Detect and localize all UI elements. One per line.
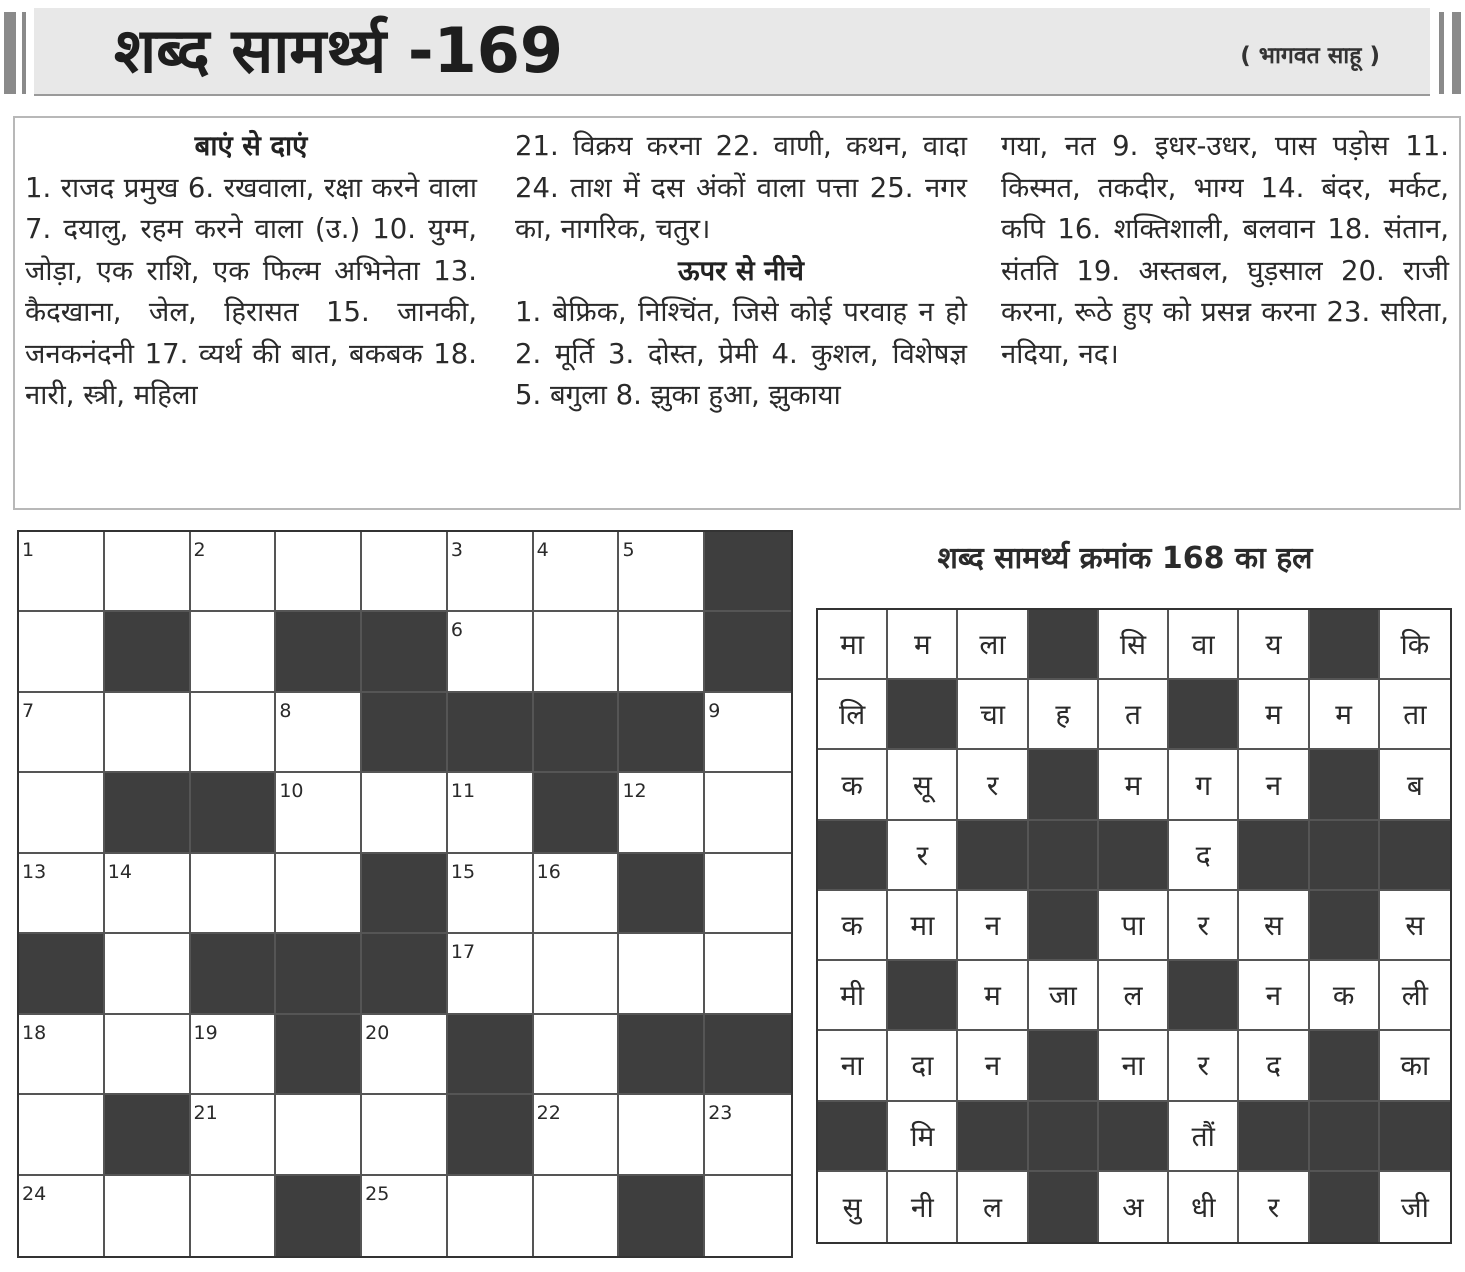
solution-black-square [888,680,958,750]
grid-cell[interactable] [362,773,448,853]
grid-cell[interactable] [105,854,191,934]
solution-black-square [1029,1172,1099,1242]
down-clues-part-2: गया, नत 9. इधर-उधर, पास पड़ोस 11. किस्मत, तकदीर, भाग्य 14. बंदर, मर्कट, कपि 16. शक्तिशाली, बलवान 18. संतान, संतति 19. अस्तबल, घुड़साल 20. राजी करना, रूठे हुए को प्रसन्न करना 23. सरिता, नदिया, नद। [1001,130,1449,370]
black-square [534,693,620,773]
solution-cell: न [1239,750,1309,820]
solution-cell: जा [1029,961,1099,1031]
clue-number: 13 [22,860,47,883]
clue-number: 4 [536,539,549,561]
clue-number: 10 [279,780,304,803]
grid-cell[interactable] [191,1176,277,1256]
black-square [362,934,448,1014]
grid-cell[interactable] [276,693,362,773]
grid-cell[interactable] [705,1095,791,1175]
grid-cell[interactable] [276,773,362,853]
solution-cell: न [958,891,1028,961]
solution-black-square [1310,821,1380,891]
grid-cell[interactable] [448,773,534,853]
solution-cell: कि [1380,610,1450,680]
solution-cell: ह [1029,680,1099,750]
grid-cell[interactable] [19,1095,105,1175]
grid-cell[interactable] [705,934,791,1014]
clue-number: 1 [22,539,35,561]
clue-number: 19 [193,1021,218,1044]
grid-cell[interactable] [19,532,105,612]
clue-number: 7 [22,699,35,722]
solution-cell: न [958,1031,1028,1101]
grid-cell[interactable] [534,854,620,934]
clue-number: 2 [193,539,206,561]
solution-cell: स [1239,891,1309,961]
solution-cell: क [818,750,888,820]
grid-cell[interactable] [362,1176,448,1256]
grid-cell[interactable] [105,532,191,612]
black-square [705,532,791,612]
solution-cell: क [1310,961,1380,1031]
solution-black-square [1029,891,1099,961]
solution-black-square [1380,1102,1450,1172]
black-square [105,773,191,853]
solution-black-square [1380,821,1450,891]
solution-black-square [1239,821,1309,891]
grid-cell[interactable] [105,934,191,1014]
black-square [705,612,791,692]
grid-cell[interactable] [276,1095,362,1175]
solution-black-square [1099,1102,1169,1172]
solution-cell: म [1099,750,1169,820]
black-square [19,934,105,1014]
author-credit: ( भागवत साहू ) [1240,43,1380,69]
black-square [619,1176,705,1256]
grid-cell[interactable] [191,532,277,612]
grid-cell[interactable] [191,612,277,692]
solution-cell: ना [1099,1031,1169,1101]
black-square [105,612,191,692]
grid-cell[interactable] [705,1176,791,1256]
black-square [191,934,277,1014]
solution-cell: मा [818,610,888,680]
across-heading: बाएं से दाएं [194,130,308,162]
grid-cell[interactable] [534,532,620,612]
solution-cell: ला [958,610,1028,680]
grid-cell[interactable] [619,1095,705,1175]
solution-black-square [1029,1031,1099,1101]
black-square [276,1015,362,1095]
grid-cell[interactable] [448,1176,534,1256]
solution-black-square [1169,961,1239,1031]
solution-black-square [888,961,958,1031]
solution-cell: ब [1380,750,1450,820]
solution-black-square [958,1102,1028,1172]
solution-cell: ग [1169,750,1239,820]
clue-number: 12 [622,780,647,803]
solution-black-square [1169,680,1239,750]
solution-cell: ल [1099,961,1169,1031]
header-left-bar-thin [22,12,26,94]
solution-cell: य [1239,610,1309,680]
clues-column-3 [1001,126,1449,375]
clue-number: 3 [450,539,463,561]
black-square [619,693,705,773]
clue-number: 14 [107,860,132,883]
solution-cell: र [958,750,1028,820]
solution-cell: जी [1380,1172,1450,1242]
solution-black-square [1310,1172,1380,1242]
solution-cell: सु [818,1172,888,1242]
clue-number: 21 [193,1102,218,1125]
black-square [534,773,620,853]
solution-title: शब्द सामर्थ्य क्रमांक 168 का हल [937,541,1313,576]
clue-number: 22 [536,1102,561,1125]
grid-cell[interactable] [19,854,105,934]
header-banner [34,8,1430,96]
solution-black-square [1310,891,1380,961]
down-heading: ऊपर से नीचे [677,254,805,287]
solution-cell: ली [1380,961,1450,1031]
solution-cell: चा [958,680,1028,750]
grid-cell[interactable] [448,612,534,692]
solution-cell: त [1099,680,1169,750]
clue-number: 17 [450,941,476,964]
header-right-bar [1452,12,1461,94]
black-square [362,612,448,692]
clue-number: 25 [365,1182,390,1205]
clue-number: 20 [365,1021,390,1044]
grid-cell[interactable] [619,532,705,612]
solution-cell: म [1310,680,1380,750]
solution-black-square [1029,821,1099,891]
grid-cell[interactable] [534,1176,620,1256]
clue-number: 11 [450,780,476,803]
solution-cell: स [1380,891,1450,961]
grid-cell[interactable] [534,1095,620,1175]
grid-cell[interactable] [191,1015,277,1095]
solution-black-square [818,821,888,891]
clue-number: 6 [450,619,463,642]
grid-cell[interactable] [534,1015,620,1095]
clue-number: 15 [450,860,476,883]
solution-cell: र [1169,891,1239,961]
grid-cell[interactable] [448,854,534,934]
solution-cell: द [1239,1031,1309,1101]
clue-number: 16 [536,860,561,883]
solution-cell: द [1169,821,1239,891]
solution-cell: म [958,961,1028,1031]
grid-cell[interactable] [276,532,362,612]
solution-black-square [1310,1031,1380,1101]
solution-cell: नी [888,1172,958,1242]
solution-cell: का [1380,1031,1450,1101]
grid-cell[interactable] [534,612,620,692]
black-square [448,693,534,773]
solution-cell: मा [888,891,958,961]
across-clues-part-2: 21. विक्रय करना 22. वाणी, कथन, वादा 24. ताश में दस अंकों वाला पत्ता 25. नगर का, नागरिक, चतुर। [515,130,967,245]
grid-cell[interactable] [705,854,791,934]
solution-black-square [1029,1102,1099,1172]
solution-grid [816,608,1452,1244]
grid-cell[interactable] [191,854,277,934]
grid-cell[interactable] [19,773,105,853]
solution-cell: मी [818,961,888,1031]
black-square [105,1095,191,1175]
crossword-grid [17,530,793,1258]
solution-black-square [1310,1102,1380,1172]
solution-cell: मि [888,1102,958,1172]
header-left-bar [4,12,16,94]
grid-cell[interactable] [105,1015,191,1095]
solution-cell: म [1239,680,1309,750]
solution-black-square [1310,750,1380,820]
black-square [619,1015,705,1095]
grid-cell[interactable] [448,934,534,1014]
solution-black-square [958,821,1028,891]
solution-cell: तौं [1169,1102,1239,1172]
grid-cell[interactable] [19,1176,105,1256]
grid-cell[interactable] [362,532,448,612]
clues-panel [13,116,1461,510]
solution-cell: र [888,821,958,891]
grid-cell[interactable] [19,612,105,692]
clue-number: 23 [708,1102,733,1125]
clue-number: 24 [22,1182,47,1205]
grid-cell[interactable] [191,693,277,773]
grid-cell[interactable] [705,773,791,853]
puzzle-title: शब्द सामर्थ्य -169 [114,14,563,87]
clue-number: 18 [22,1021,47,1044]
solution-black-square [1029,750,1099,820]
clue-number: 9 [708,699,721,722]
header-right-bar-thin [1439,12,1444,94]
solution-cell: सू [888,750,958,820]
black-square [619,854,705,934]
header [0,8,1465,96]
solution-cell: दा [888,1031,958,1101]
clue-number: 8 [279,699,292,722]
black-square [705,1015,791,1095]
solution-cell: म [888,610,958,680]
grid-cell[interactable] [362,1095,448,1175]
grid-cell[interactable] [105,1176,191,1256]
solution-black-square [1310,610,1380,680]
grid-cell[interactable] [448,532,534,612]
grid-cell[interactable] [619,612,705,692]
grid-cell[interactable] [619,773,705,853]
grid-cell[interactable] [362,1015,448,1095]
grid-cell[interactable] [19,693,105,773]
solution-black-square [818,1102,888,1172]
solution-black-square [1029,610,1099,680]
across-clues-part-1: 1. राजद प्रमुख 6. रखवाला, रक्षा करने वाला 7. दयालु, रहम करने वाला (उ.) 10. युग्म, जोड़ा, एक राशि, एक फिल्म अभिनेता 13. कैदखाना, जेल, हिरासत 15. जानकी, जनकनंदनी 17. व्यर्थ की बात, बकबक 18. नारी, स्त्री, महिला [25,171,477,411]
solution-black-square [1099,821,1169,891]
black-square [276,934,362,1014]
solution-cell: वा [1169,610,1239,680]
solution-cell: ना [818,1031,888,1101]
black-square [448,1095,534,1175]
grid-cell[interactable] [705,693,791,773]
solution-cell: पा [1099,891,1169,961]
solution-cell: सि [1099,610,1169,680]
solution-black-square [1239,1102,1309,1172]
down-clues-part-1: 1. बेफ्रिक, निश्चिंत, जिसे कोई परवाह न हो 2. मूर्ति 3. दोस्त, प्रेमी 4. कुशल, विशेषज्ञ 5. बगुला 8. झुका हुआ, झुकाया [515,296,967,411]
grid-cell[interactable] [19,1015,105,1095]
grid-cell[interactable] [534,934,620,1014]
solution-cell: क [818,891,888,961]
black-square [362,854,448,934]
solution-cell: अ [1099,1172,1169,1242]
solution-cell: र [1169,1031,1239,1101]
solution-cell: लि [818,680,888,750]
clues-column-1 [25,126,477,417]
black-square [362,693,448,773]
solution-cell: ल [958,1172,1028,1242]
solution-cell: धी [1169,1172,1239,1242]
solution-cell: न [1239,961,1309,1031]
clues-column-2 [515,126,967,417]
clue-number: 5 [622,539,635,561]
black-square [276,612,362,692]
black-square [448,1015,534,1095]
grid-cell[interactable] [191,1095,277,1175]
grid-cell[interactable] [105,693,191,773]
grid-cell[interactable] [619,934,705,1014]
grid-cell[interactable] [276,854,362,934]
black-square [276,1176,362,1256]
solution-cell: र [1239,1172,1309,1242]
solution-cell: ता [1380,680,1450,750]
black-square [191,773,277,853]
